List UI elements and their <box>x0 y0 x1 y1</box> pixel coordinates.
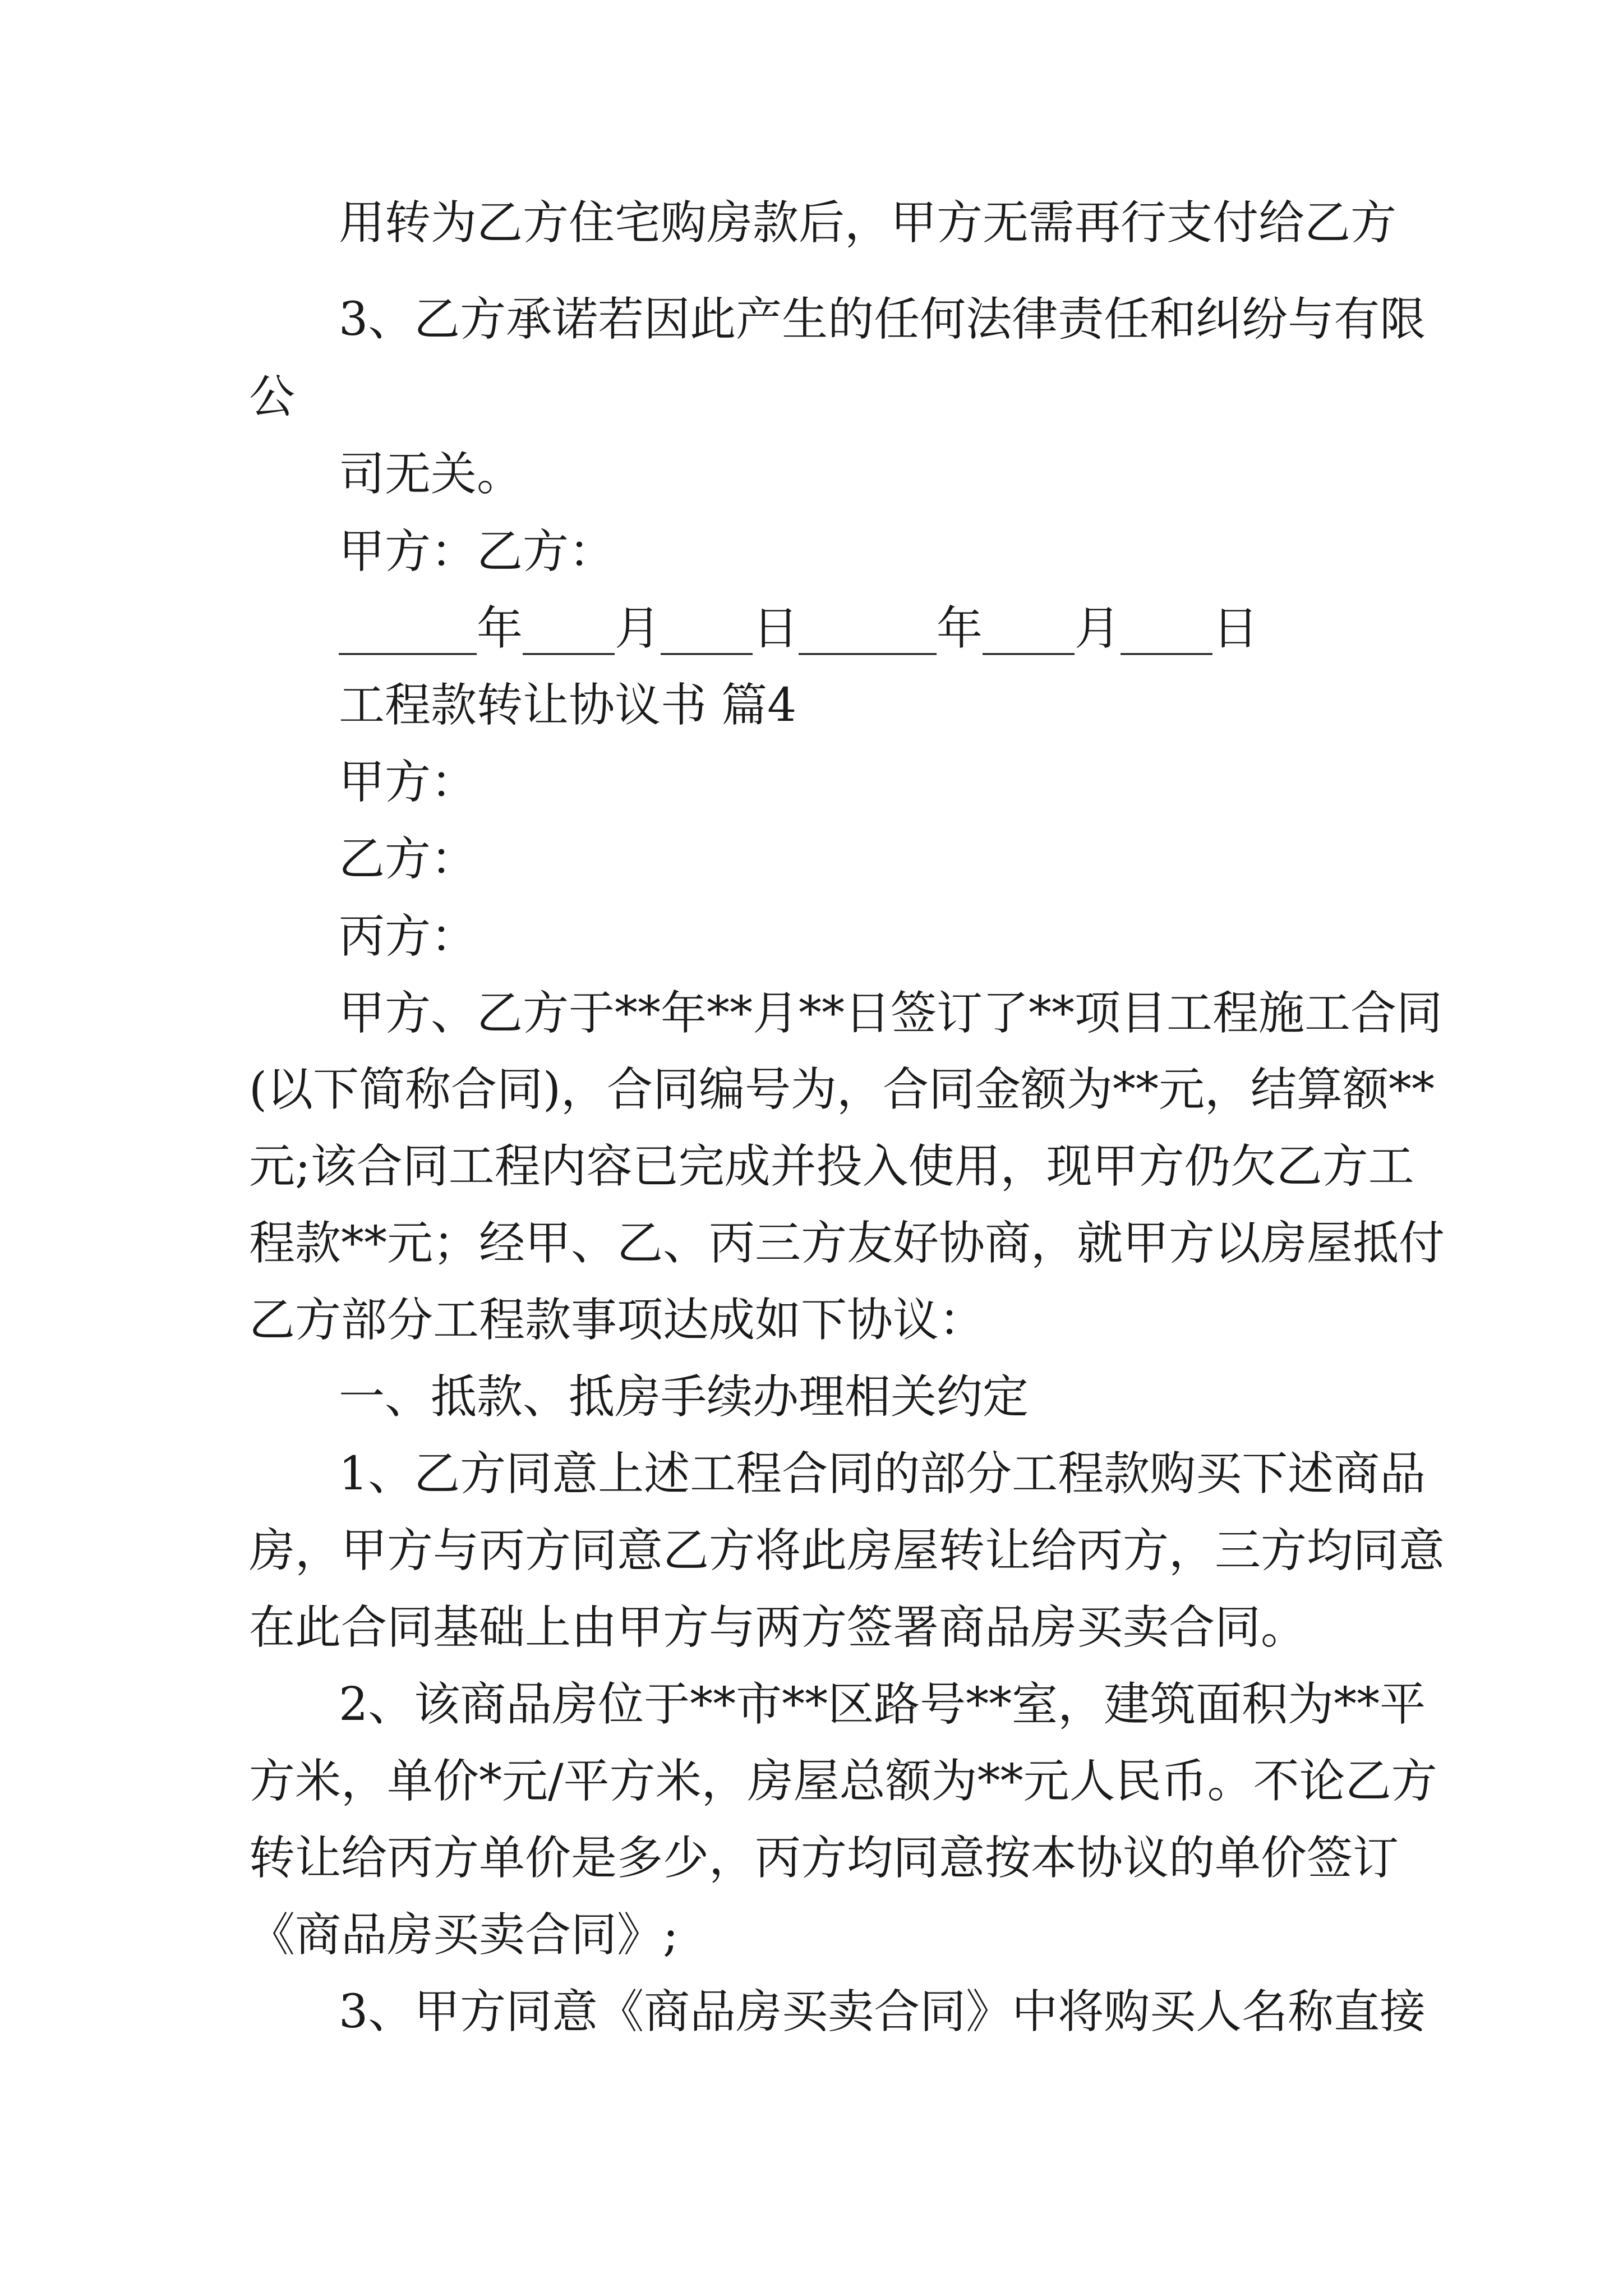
text-line: (以下简称合同)，合同编号为，合同金额为**元，结算额** <box>249 1063 1435 1116</box>
party-a-label: 甲方： <box>339 756 477 809</box>
text-line: 《商品房买卖合同》; <box>249 1908 679 1962</box>
date-line: ______年____月____日______年____月____日 <box>339 602 1258 655</box>
text-line: 甲方：乙方： <box>339 525 615 578</box>
text-line: 司无关。 <box>339 448 523 501</box>
party-c-label: 丙方： <box>339 910 477 963</box>
text-line: 元;该合同工程内容已完成并投入使用，现甲方仍欠乙方工 <box>249 1140 1414 1193</box>
text-line: 1、乙方同意上述工程合同的部分工程款购买下述商品 <box>339 1447 1426 1501</box>
text-line: 乙方部分工程款事项达成如下协议： <box>249 1294 985 1347</box>
party-b-label: 乙方： <box>339 832 477 886</box>
text-line: 甲方、乙方于**年**月**日签订了**项目工程施工合同 <box>339 987 1443 1040</box>
text-line: 方米，单价*元/平方米，房屋总额为**元人民币。不论乙方 <box>249 1755 1437 1808</box>
section-heading: 工程款转让协议书 篇4 <box>339 679 797 732</box>
text-line: 转让给丙方单价是多少，丙方均同意按本协议的单价签订 <box>249 1832 1399 1885</box>
clause-heading: 一、抵款、抵房手续办理相关约定 <box>339 1370 1029 1424</box>
text-line: 房，甲方与丙方同意乙方将此房屋转让给丙方，三方均同意 <box>249 1524 1445 1577</box>
text-line: 用转为乙方住宅购房款后，甲方无需再行支付给乙方 <box>339 196 1397 250</box>
text-line: 2、该商品房位于**市**区路号**室，建筑面积为**平 <box>339 1678 1426 1731</box>
text-line: 程款**元；经甲、乙、丙三方友好协商，就甲方以房屋抵付 <box>249 1217 1445 1270</box>
text-line: 公 <box>249 370 296 424</box>
text-line: 3、甲方同意《商品房买卖合同》中将购买人名称直接 <box>339 1985 1426 2039</box>
text-line: 3、乙方承诺若因此产生的任何法律责任和纠纷与有限 <box>339 293 1426 346</box>
text-line: 在此合同基础上由甲方与两方签署商品房买卖合同。 <box>249 1601 1307 1654</box>
